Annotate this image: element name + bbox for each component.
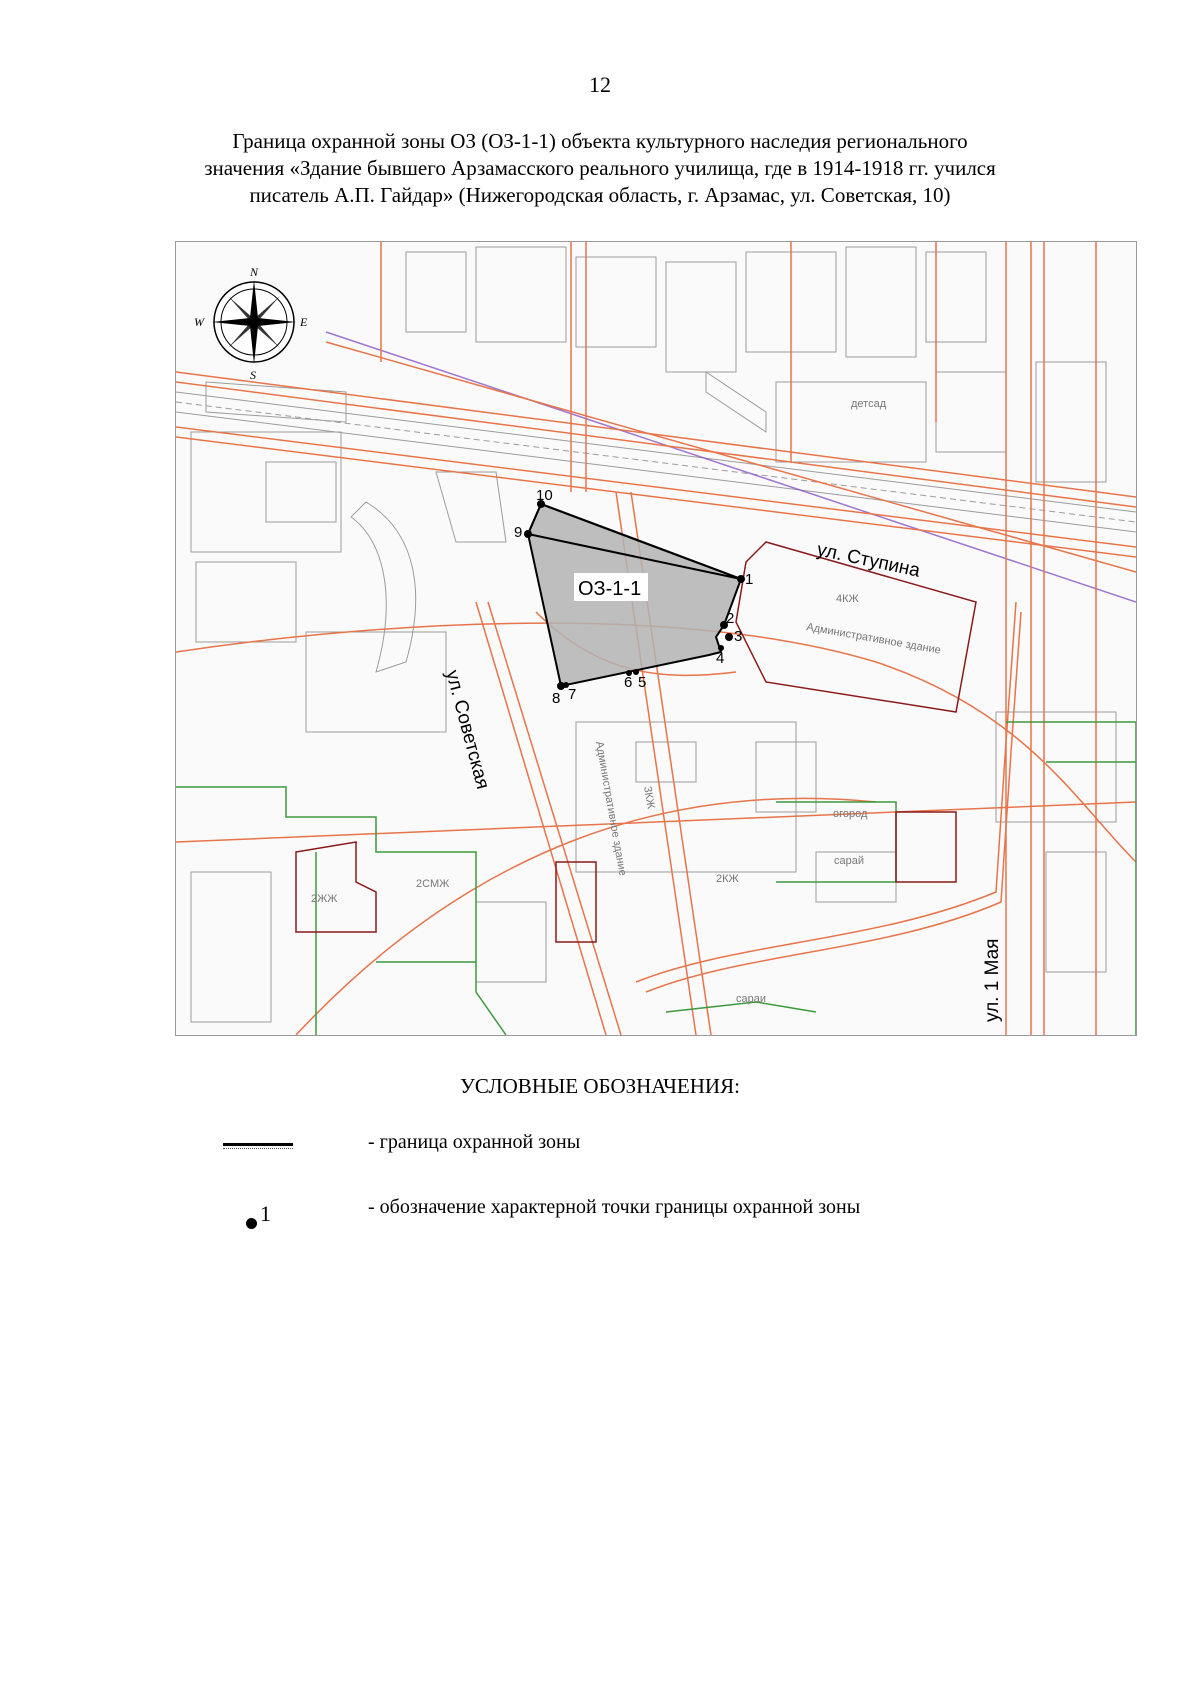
building-label-2kzh: 2КЖ: [716, 873, 739, 885]
boundary-point-1: [737, 575, 745, 583]
compass-south: S: [250, 368, 256, 382]
compass-star-icon: [212, 280, 296, 364]
legend-point-text: - обозначение характерной точки границы охранной зоны: [368, 1196, 861, 1218]
building-label-ogorod: огород: [833, 808, 868, 820]
boundary-point-label-5: 5: [638, 674, 647, 691]
building-label-sarayki: сараи: [736, 993, 766, 1005]
compass-north: N: [250, 265, 259, 279]
document-title: [150, 128, 1050, 209]
legend-point-icon: [246, 1218, 257, 1229]
title-line-1: Граница охранной зоны ОЗ (ОЗ-1-1) объекта культурного наследия регионального: [232, 129, 968, 153]
compass-east: E: [300, 315, 308, 329]
title-line-2: значения «Здание бывшего Арзамасского реального училища, где в 1914-1918 гг. учился: [204, 156, 996, 180]
map-canvas: [176, 242, 1136, 1035]
building-label-admin-east: Административное здание: [805, 621, 942, 657]
building-label-2zh: 2ЖЖ: [311, 893, 338, 905]
building-label-4kzh: 4КЖ: [836, 593, 859, 605]
boundary-point-3: [725, 633, 733, 641]
legend-point-label: 1: [260, 1201, 271, 1226]
boundary-point-label-10: 10: [536, 487, 553, 504]
street-stupina: ул. Ступина: [814, 539, 922, 582]
boundary-point-label-4: 4: [716, 650, 725, 667]
building-label-2smzh: 2СМЖ: [416, 878, 450, 890]
boundary-point-label-7: 7: [568, 686, 577, 703]
legend-boundary-line-icon: [223, 1143, 293, 1146]
legend-boundary-line-dots: [223, 1148, 293, 1149]
building-label-admin-south: Административное здание: [593, 740, 629, 877]
legend-heading: УСЛОВНЫЕ ОБОЗНАЧЕНИЯ:: [460, 1074, 740, 1098]
boundary-point-label-2: 2: [726, 610, 735, 627]
building-label-detsad: детсад: [851, 398, 887, 410]
compass-rose: [194, 265, 308, 382]
title-line-3: писатель А.П. Гайдар» (Нижегородская область, г. Арзамас, ул. Советская, 10): [249, 183, 951, 207]
boundary-point-8: [557, 682, 565, 690]
boundary-point-label-3: 3: [734, 628, 743, 645]
building-label-saray: сарай: [834, 855, 864, 867]
building-label-3kzh: 3КЖ: [641, 785, 657, 810]
boundary-point-label-8: 8: [552, 690, 561, 707]
boundary-point-label-1: 1: [745, 571, 754, 588]
cadastral-map: [175, 241, 1137, 1036]
street-1-maya: ул. 1 Мая: [982, 938, 1003, 1022]
boundary-point-label-6: 6: [624, 674, 633, 691]
street-sovetskaya: ул. Советская: [441, 667, 494, 792]
compass-west: W: [194, 315, 204, 329]
boundary-point-label-9: 9: [514, 524, 523, 541]
page-number: 12: [589, 72, 611, 97]
boundary-point-9: [524, 530, 532, 538]
zone-label: ОЗ-1-1: [578, 578, 642, 600]
legend-boundary-text: - граница охранной зоны: [368, 1131, 581, 1153]
